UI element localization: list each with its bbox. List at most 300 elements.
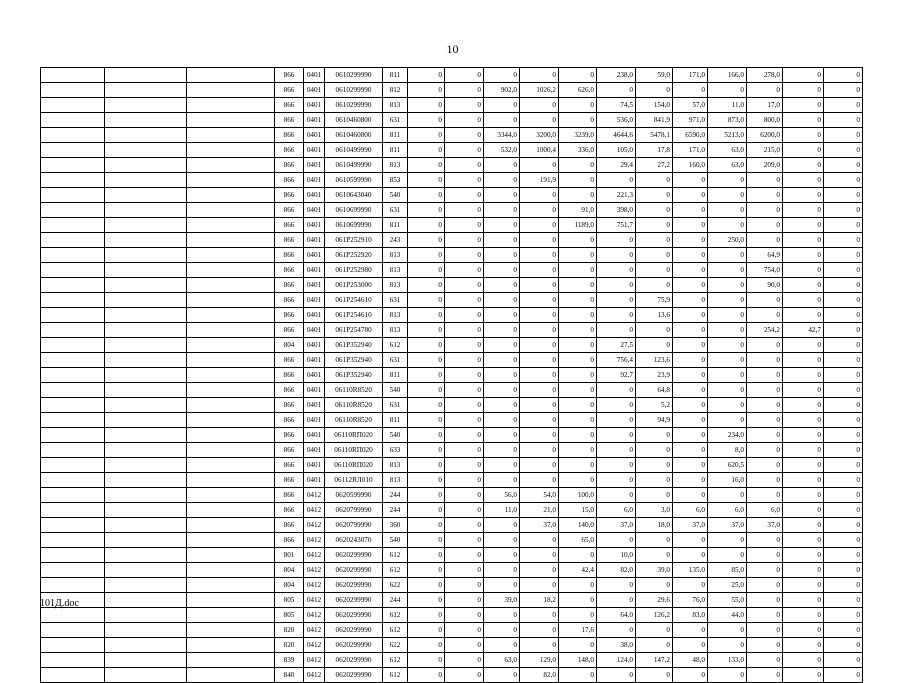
expense-type-code: 813: [383, 458, 408, 473]
amount-cell: 0: [484, 308, 520, 323]
amount-cell: 0: [408, 578, 445, 593]
amount-cell: 0: [708, 83, 747, 98]
empty-cell: [41, 578, 105, 593]
amount-cell: 0: [783, 398, 824, 413]
amount-cell: 0: [520, 218, 559, 233]
amount-cell: 0: [445, 248, 484, 263]
amount-cell: 0: [824, 173, 863, 188]
amount-cell: 44,0: [708, 608, 747, 623]
amount-cell: 0: [824, 128, 863, 143]
amount-cell: 0: [408, 293, 445, 308]
amount-cell: 65,0: [559, 533, 597, 548]
target-article-code: 0620599990: [325, 488, 383, 503]
table-row: [41, 353, 863, 368]
target-article-code: 0610499990: [325, 143, 383, 158]
section-code: 0401: [304, 398, 325, 413]
amount-cell: 0: [636, 173, 673, 188]
amount-cell: 0: [824, 548, 863, 563]
amount-cell: 27,5: [597, 338, 636, 353]
table-row: [41, 398, 863, 413]
target-article-code: 061P352940: [325, 353, 383, 368]
empty-cell: [105, 233, 187, 248]
amount-cell: 0: [783, 473, 824, 488]
amount-cell: 0: [747, 488, 783, 503]
amount-cell: 0: [673, 488, 708, 503]
amount-cell: 0: [445, 458, 484, 473]
amount-cell: 0: [636, 233, 673, 248]
amount-cell: 0: [445, 143, 484, 158]
amount-cell: 0: [484, 428, 520, 443]
amount-cell: 0: [484, 668, 520, 683]
amount-cell: 0: [445, 98, 484, 113]
amount-cell: 0: [783, 293, 824, 308]
amount-cell: 0: [520, 353, 559, 368]
empty-cell: [41, 203, 105, 218]
amount-cell: 0: [408, 278, 445, 293]
amount-cell: 0: [559, 338, 597, 353]
empty-cell: [187, 278, 275, 293]
amount-cell: 54,0: [520, 488, 559, 503]
amount-cell: 59,0: [636, 68, 673, 83]
empty-cell: [41, 248, 105, 263]
target-article-code: 0620299990: [325, 563, 383, 578]
amount-cell: 0: [408, 398, 445, 413]
amount-cell: 0: [597, 413, 636, 428]
target-article-code: 061P352940: [325, 338, 383, 353]
amount-cell: 0: [824, 458, 863, 473]
amount-cell: 0: [408, 443, 445, 458]
amount-cell: 0: [484, 233, 520, 248]
amount-cell: 63,0: [484, 653, 520, 668]
amount-cell: 0: [708, 668, 747, 683]
amount-cell: 0: [445, 83, 484, 98]
empty-cell: [105, 113, 187, 128]
amount-cell: 6,0: [673, 503, 708, 518]
empty-cell: [105, 623, 187, 638]
empty-cell: [41, 143, 105, 158]
target-article-code: 0620299990: [325, 623, 383, 638]
amount-cell: 0: [673, 338, 708, 353]
amount-cell: 0: [636, 203, 673, 218]
amount-cell: 0: [747, 548, 783, 563]
amount-cell: 0: [597, 383, 636, 398]
table-row: [41, 68, 863, 83]
amount-cell: 0: [408, 68, 445, 83]
amount-cell: 0: [559, 188, 597, 203]
amount-cell: 0: [484, 248, 520, 263]
empty-cell: [41, 338, 105, 353]
section-code: 0401: [304, 83, 325, 98]
amount-cell: 0: [597, 278, 636, 293]
amount-cell: 0: [408, 548, 445, 563]
empty-cell: [187, 428, 275, 443]
section-code: 0401: [304, 218, 325, 233]
target-article-code: 06110RП020: [325, 443, 383, 458]
grbs-code: 866: [275, 368, 304, 383]
amount-cell: 0: [408, 473, 445, 488]
amount-cell: 0: [636, 638, 673, 653]
table-row: [41, 488, 863, 503]
grbs-code: 866: [275, 263, 304, 278]
amount-cell: 0: [597, 398, 636, 413]
section-code: 0401: [304, 383, 325, 398]
table-row: [41, 623, 863, 638]
amount-cell: 0: [559, 608, 597, 623]
amount-cell: 0: [520, 188, 559, 203]
amount-cell: 0: [747, 623, 783, 638]
amount-cell: 0: [559, 68, 597, 83]
table-row: [41, 113, 863, 128]
empty-cell: [187, 458, 275, 473]
amount-cell: 0: [824, 413, 863, 428]
empty-cell: [105, 68, 187, 83]
empty-cell: [187, 188, 275, 203]
amount-cell: 0: [408, 488, 445, 503]
grbs-code: 839: [275, 653, 304, 668]
table-row: [41, 368, 863, 383]
table-row: [41, 278, 863, 293]
empty-cell: [187, 623, 275, 638]
amount-cell: 94,9: [636, 413, 673, 428]
amount-cell: 0: [445, 548, 484, 563]
section-code: 0401: [304, 323, 325, 338]
table-row: [41, 668, 863, 683]
grbs-code: 866: [275, 233, 304, 248]
section-code: 0401: [304, 368, 325, 383]
grbs-code: 866: [275, 203, 304, 218]
expense-type-code: 812: [383, 83, 408, 98]
empty-cell: [187, 263, 275, 278]
amount-cell: 0: [484, 638, 520, 653]
amount-cell: 0: [673, 293, 708, 308]
amount-cell: 0: [673, 308, 708, 323]
amount-cell: 0: [445, 383, 484, 398]
amount-cell: 0: [824, 668, 863, 683]
amount-cell: 0: [408, 413, 445, 428]
expense-type-code: 631: [383, 353, 408, 368]
empty-cell: [187, 68, 275, 83]
amount-cell: 0: [484, 113, 520, 128]
empty-cell: [105, 413, 187, 428]
amount-cell: 0: [484, 278, 520, 293]
amount-cell: 0: [824, 368, 863, 383]
empty-cell: [187, 518, 275, 533]
amount-cell: 0: [708, 248, 747, 263]
amount-cell: 64,9: [747, 248, 783, 263]
amount-cell: 0: [783, 548, 824, 563]
amount-cell: 0: [408, 458, 445, 473]
amount-cell: 0: [747, 638, 783, 653]
amount-cell: 0: [783, 368, 824, 383]
amount-cell: 0: [445, 413, 484, 428]
expense-type-code: 813: [383, 248, 408, 263]
amount-cell: 0: [783, 218, 824, 233]
amount-cell: 129,0: [520, 653, 559, 668]
amount-cell: 0: [559, 98, 597, 113]
amount-cell: 0: [408, 233, 445, 248]
amount-cell: 55,0: [708, 593, 747, 608]
amount-cell: 0: [673, 428, 708, 443]
amount-cell: 0: [520, 623, 559, 638]
expense-type-code: 360: [383, 518, 408, 533]
amount-cell: 0: [445, 158, 484, 173]
amount-cell: 0: [484, 188, 520, 203]
expense-type-code: 811: [383, 413, 408, 428]
amount-cell: 160,0: [673, 158, 708, 173]
amount-cell: 92,7: [597, 368, 636, 383]
table-row: [41, 503, 863, 518]
amount-cell: 0: [824, 293, 863, 308]
amount-cell: 0: [408, 353, 445, 368]
amount-cell: 0: [445, 353, 484, 368]
amount-cell: 3239,0: [559, 128, 597, 143]
amount-cell: 0: [408, 128, 445, 143]
empty-cell: [41, 293, 105, 308]
amount-cell: 0: [747, 443, 783, 458]
empty-cell: [105, 263, 187, 278]
amount-cell: 3344,0: [484, 128, 520, 143]
amount-cell: 3,0: [636, 503, 673, 518]
empty-cell: [187, 338, 275, 353]
amount-cell: 0: [484, 458, 520, 473]
amount-cell: 0: [673, 533, 708, 548]
amount-cell: 0: [445, 653, 484, 668]
empty-cell: [187, 383, 275, 398]
section-code: 0412: [304, 593, 325, 608]
section-code: 0412: [304, 503, 325, 518]
amount-cell: 0: [708, 173, 747, 188]
amount-cell: 0: [636, 623, 673, 638]
amount-cell: 0: [408, 173, 445, 188]
empty-cell: [105, 653, 187, 668]
amount-cell: 0: [636, 188, 673, 203]
amount-cell: 0: [408, 188, 445, 203]
amount-cell: 0: [484, 368, 520, 383]
amount-cell: 0: [484, 218, 520, 233]
amount-cell: 0: [559, 173, 597, 188]
amount-cell: 0: [597, 593, 636, 608]
amount-cell: 0: [708, 323, 747, 338]
grbs-code: 820: [275, 638, 304, 653]
empty-cell: [41, 413, 105, 428]
amount-cell: 0: [408, 158, 445, 173]
section-code: 0412: [304, 488, 325, 503]
empty-cell: [187, 308, 275, 323]
amount-cell: 0: [597, 533, 636, 548]
empty-cell: [105, 458, 187, 473]
table-row: [41, 593, 863, 608]
amount-cell: 0: [408, 143, 445, 158]
amount-cell: 42,7: [783, 323, 824, 338]
amount-cell: 0: [445, 218, 484, 233]
empty-cell: [187, 608, 275, 623]
amount-cell: 0: [484, 263, 520, 278]
amount-cell: 0: [747, 293, 783, 308]
amount-cell: 0: [559, 368, 597, 383]
amount-cell: 0: [783, 143, 824, 158]
amount-cell: 0: [673, 668, 708, 683]
target-article-code: 0620299990: [325, 578, 383, 593]
amount-cell: 0: [673, 623, 708, 638]
target-article-code: 061P254780: [325, 323, 383, 338]
empty-cell: [105, 338, 187, 353]
empty-cell: [187, 248, 275, 263]
amount-cell: 29,4: [597, 158, 636, 173]
empty-cell: [105, 203, 187, 218]
amount-cell: 83,0: [673, 608, 708, 623]
amount-cell: 25,0: [708, 578, 747, 593]
amount-cell: 0: [747, 578, 783, 593]
amount-cell: 0: [445, 203, 484, 218]
amount-cell: 841,9: [636, 113, 673, 128]
empty-cell: [105, 218, 187, 233]
amount-cell: 0: [520, 428, 559, 443]
amount-cell: 0: [597, 443, 636, 458]
amount-cell: 0: [445, 533, 484, 548]
amount-cell: 902,0: [484, 83, 520, 98]
target-article-code: 061P252920: [325, 248, 383, 263]
amount-cell: 0: [783, 113, 824, 128]
empty-cell: [105, 158, 187, 173]
amount-cell: 82,0: [520, 668, 559, 683]
expense-type-code: 811: [383, 218, 408, 233]
amount-cell: 0: [445, 563, 484, 578]
table-row: [41, 413, 863, 428]
amount-cell: 0: [408, 368, 445, 383]
amount-cell: 0: [824, 623, 863, 638]
amount-cell: 0: [708, 623, 747, 638]
empty-cell: [105, 473, 187, 488]
amount-cell: 0: [783, 248, 824, 263]
expense-type-code: 540: [383, 188, 408, 203]
amount-cell: 0: [408, 83, 445, 98]
amount-cell: 0: [708, 338, 747, 353]
amount-cell: 0: [673, 473, 708, 488]
amount-cell: 0: [520, 293, 559, 308]
amount-cell: 0: [783, 638, 824, 653]
target-article-code: 06112RЛ010: [325, 473, 383, 488]
empty-cell: [105, 83, 187, 98]
section-code: 0401: [304, 143, 325, 158]
amount-cell: 0: [520, 338, 559, 353]
amount-cell: 0: [783, 668, 824, 683]
empty-cell: [105, 128, 187, 143]
amount-cell: 0: [559, 233, 597, 248]
amount-cell: 48,0: [673, 653, 708, 668]
amount-cell: 756,4: [597, 353, 636, 368]
amount-cell: 0: [559, 383, 597, 398]
amount-cell: 0: [445, 113, 484, 128]
table-row: [41, 188, 863, 203]
amount-cell: 0: [520, 548, 559, 563]
expense-type-code: 612: [383, 653, 408, 668]
amount-cell: 0: [783, 503, 824, 518]
table-row: [41, 518, 863, 533]
target-article-code: 061P352940: [325, 368, 383, 383]
empty-cell: [105, 563, 187, 578]
amount-cell: 0: [408, 503, 445, 518]
amount-cell: 37,0: [747, 518, 783, 533]
expense-type-code: 853: [383, 173, 408, 188]
amount-cell: 0: [559, 278, 597, 293]
amount-cell: 0: [824, 653, 863, 668]
amount-cell: 5,2: [636, 398, 673, 413]
amount-cell: 0: [824, 323, 863, 338]
amount-cell: 11,0: [484, 503, 520, 518]
amount-cell: 336,0: [559, 143, 597, 158]
table-row: [41, 263, 863, 278]
expense-type-code: 811: [383, 68, 408, 83]
expense-type-code: 813: [383, 158, 408, 173]
amount-cell: 0: [408, 248, 445, 263]
empty-cell: [41, 548, 105, 563]
empty-cell: [187, 593, 275, 608]
grbs-code: 840: [275, 668, 304, 683]
amount-cell: 4644,6: [597, 128, 636, 143]
amount-cell: 0: [783, 203, 824, 218]
amount-cell: 0: [597, 578, 636, 593]
amount-cell: 64,8: [636, 383, 673, 398]
amount-cell: 100,0: [559, 488, 597, 503]
section-code: 0401: [304, 188, 325, 203]
amount-cell: 0: [673, 443, 708, 458]
amount-cell: 148,0: [559, 653, 597, 668]
amount-cell: 0: [708, 638, 747, 653]
amount-cell: 0: [520, 113, 559, 128]
amount-cell: 0: [824, 353, 863, 368]
amount-cell: 37,0: [673, 518, 708, 533]
amount-cell: 0: [445, 428, 484, 443]
amount-cell: 0: [673, 578, 708, 593]
grbs-code: 866: [275, 278, 304, 293]
amount-cell: 0: [783, 443, 824, 458]
target-article-code: 0620299990: [325, 548, 383, 563]
section-code: 0401: [304, 233, 325, 248]
amount-cell: 0: [708, 533, 747, 548]
amount-cell: 17,8: [636, 143, 673, 158]
amount-cell: 0: [408, 608, 445, 623]
amount-cell: 278,0: [747, 68, 783, 83]
target-article-code: 0610299990: [325, 98, 383, 113]
amount-cell: 0: [520, 398, 559, 413]
amount-cell: 0: [408, 113, 445, 128]
amount-cell: 140,0: [559, 518, 597, 533]
amount-cell: 0: [484, 473, 520, 488]
empty-cell: [41, 158, 105, 173]
amount-cell: 0: [520, 248, 559, 263]
target-article-code: 06110RП020: [325, 428, 383, 443]
amount-cell: 0: [824, 248, 863, 263]
amount-cell: 0: [673, 233, 708, 248]
amount-cell: 0: [673, 548, 708, 563]
grbs-code: 820: [275, 623, 304, 638]
amount-cell: 0: [597, 293, 636, 308]
table-row: [41, 233, 863, 248]
section-code: 0401: [304, 428, 325, 443]
amount-cell: 18,0: [636, 518, 673, 533]
amount-cell: 0: [484, 68, 520, 83]
expense-type-code: 813: [383, 323, 408, 338]
amount-cell: 0: [559, 668, 597, 683]
amount-cell: 0: [559, 248, 597, 263]
amount-cell: 0: [708, 278, 747, 293]
amount-cell: 105,0: [597, 143, 636, 158]
grbs-code: 866: [275, 458, 304, 473]
amount-cell: 37,0: [708, 518, 747, 533]
empty-cell: [187, 173, 275, 188]
amount-cell: 0: [445, 323, 484, 338]
table-row: [41, 533, 863, 548]
